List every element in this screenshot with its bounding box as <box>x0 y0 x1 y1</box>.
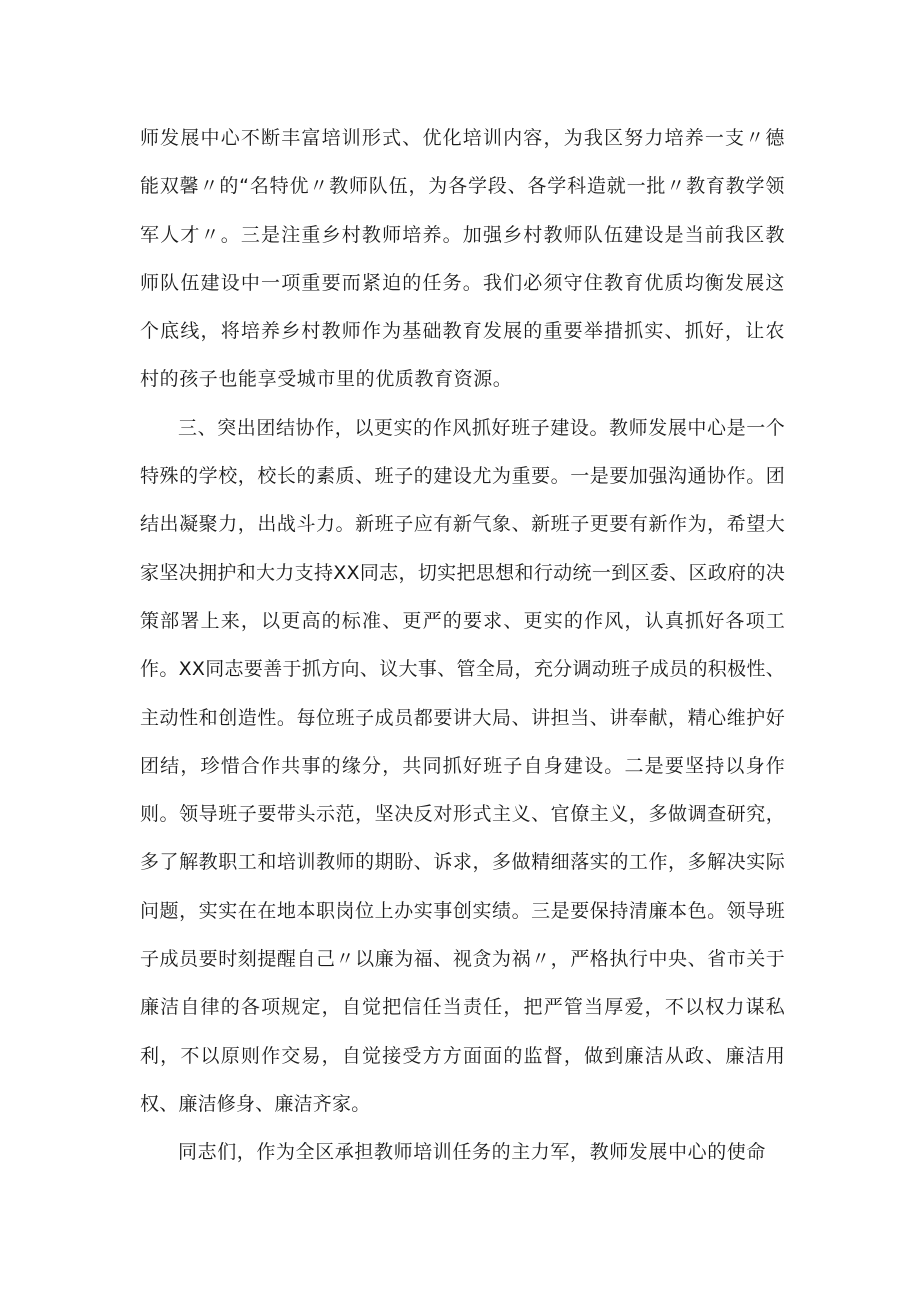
document-body <box>140 114 785 1177</box>
paragraph-teacher-training: 师发展中心不断丰富培训形式、优化培训内容，为我区努力培养一支〃德能双馨〃的“名特优〃教师队伍，为各学段、各学科造就一批〃教育教学领军人才〃。三是注重乡村教师培养。加强乡村教师队伍建设是当前我区教师队伍建设中一项重要而紧迫的任务。我们必须守住教育优质均衡发展这个底线，将培养乡村教师作为基础教育发展的重要举措抓实、抓好，让农村的孩子也能享受城市里的优质教育资源。 <box>140 127 785 391</box>
paragraph-closing: 同志们，作为全区承担教师培训任务的主力军，教师发展中心的使命 <box>178 1141 767 1164</box>
paragraph-leadership-team: 三、突出团结协作，以更实的作风抓好班子建设。教师发展中心是一个特殊的学校，校长的素质、班子的建设尤为重要。一是要加强沟通协作。团结出凝聚力，出战斗力。新班子应有新气象、新班子更要有新作为，希望大家坚决拥护和大力支持XX同志，切实把思想和行动统一到区委、区政府的决策部署上来，以更高的标准、更严的要求、更实的作风，认真抓好各项工作。XX同志要善于抓方向、议大事、管全局，充分调动班子成员的积极性、主动性和创造性。每位班子成员都要讲大局、讲担当、讲奉献，精心维护好团结，珍惜合作共事的缘分，共同抓好班子自身建设。二是要坚持以身作则。领导班子要带头示范，坚决反对形式主义、官僚主义，多做调查研究，多了解教职工和培训教师的期盼、诉求，多做精细落实的工作，多解决实际问题，实实在在地本职岗位上办实事创实绩。三是要保持清廉本色。领导班子成员要时刻提醒自己〃以廉为福、视贪为祸〃，严格执行中央、省市关于廉洁自律的各项规定，自觉把信任当责任，把严管当厚爱，不以权力谋私利，不以原则作交易，自觉接受方方面面的监督，做到廉洁从政、廉洁用权、廉洁修身、廉洁齐家。 <box>140 416 785 1115</box>
